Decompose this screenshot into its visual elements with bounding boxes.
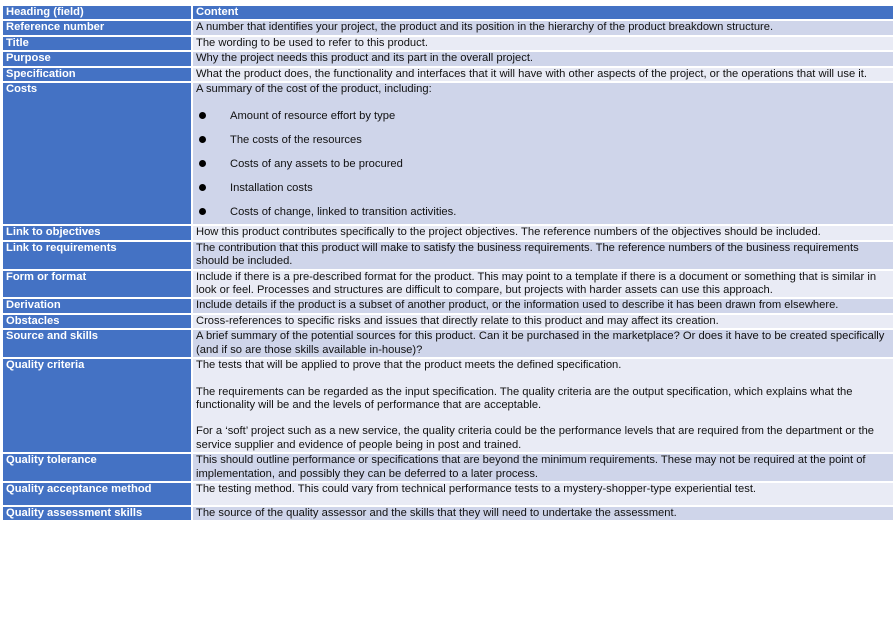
row-field: Purpose: [3, 52, 193, 65]
row-content: The wording to be used to refer to this product.: [193, 37, 893, 50]
table-row: [3, 21, 893, 34]
table-row: [3, 226, 893, 239]
costs-intro: A summary of the cost of the product, including:: [196, 83, 432, 96]
row-field: Obstacles: [3, 315, 193, 328]
table-header-row: [3, 6, 893, 19]
row-field: Title: [3, 37, 193, 50]
bullet-icon: [199, 112, 206, 119]
table-row: [3, 454, 893, 481]
bullet-icon: [199, 184, 206, 191]
row-content: Include if there is a pre-described format for the product. This may point to a template if there is a document or something that is similar in look or feel. Processes and structures are difficult to compare, but projects with harder assets can use this approach.: [193, 271, 893, 298]
list-item: Costs of any assets to be procured: [196, 152, 890, 176]
paragraph: The requirements can be regarded as the input specification. The quality criteria are the output specification, which explains what the functionality will be and the levels of performance that are acceptable.: [196, 385, 853, 411]
list-item: Costs of change, linked to transition activities.: [196, 200, 890, 224]
table-row: [3, 242, 893, 269]
row-field: Costs: [3, 83, 193, 224]
row-content: The contribution that this product will make to satisfy the business requirements. The reference numbers of the business requirements should be included.: [193, 242, 893, 269]
table-row: [3, 299, 893, 312]
row-content: The source of the quality assessor and the skills that they will need to undertake the assessment.: [193, 507, 893, 520]
bullet-icon: [199, 208, 206, 215]
row-field: Quality acceptance method: [3, 483, 193, 505]
table-row: [3, 483, 893, 505]
row-field: Quality assessment skills: [3, 507, 193, 520]
row-field: Specification: [3, 68, 193, 81]
row-content: The testing method. This could vary from technical performance tests to a mystery-shopper-type experiential test.: [193, 483, 893, 505]
header-content: Content: [193, 6, 893, 19]
row-field: Form or format: [3, 271, 193, 298]
row-content: Why the project needs this product and its part in the overall project.: [193, 52, 893, 65]
bullet-icon: [199, 160, 206, 167]
row-content: This should outline performance or specifications that are beyond the minimum requirements. These may not be required at the point of implementation, and possibly they can be deferred to a later process.: [193, 454, 893, 481]
list-item: Installation costs: [196, 176, 890, 200]
row-field: Link to objectives: [3, 226, 193, 239]
row-field: Quality criteria: [3, 359, 193, 452]
row-field: Reference number: [3, 21, 193, 34]
row-content: How this product contributes specifically to the project objectives. The reference numbers of the objectives should be included.: [193, 226, 893, 239]
paragraph: The tests that will be applied to prove that the product meets the defined specification.: [196, 359, 622, 372]
product-description-table: [3, 4, 893, 522]
paragraph: For a ‘soft’ project such as a new service, the quality criteria could be the performance levels that are required from the department or the service supplier and evidence of people being in post and trained.: [196, 425, 875, 451]
row-field: Link to requirements: [3, 242, 193, 269]
row-content: A number that identifies your project, the product and its position in the hierarchy of the product breakdown structure.: [193, 21, 893, 34]
list-item: The costs of the resources: [196, 128, 890, 152]
table-row: [3, 359, 893, 452]
row-content: Include details if the product is a subset of another product, or the information used to describe it has been drawn from elsewhere.: [193, 299, 893, 312]
header-field: Heading (field): [3, 6, 193, 19]
row-content-quality-criteria: [193, 359, 893, 452]
table-row: [3, 68, 893, 81]
table-row: [3, 330, 893, 357]
table-row: [3, 83, 893, 224]
row-content: A brief summary of the potential sources for this product. Can it be purchased in the marketplace? Or does it have to be created specifically (and if so are those skills available in-house)?: [193, 330, 893, 357]
row-field: Derivation: [3, 299, 193, 312]
row-content: Cross-references to specific risks and issues that directly relate to this product and may affect its creation.: [193, 315, 893, 328]
list-item: Amount of resource effort by type: [196, 104, 890, 128]
table-row: [3, 507, 893, 520]
bullet-icon: [199, 136, 206, 143]
row-content: What the product does, the functionality and interfaces that it will have with other aspects of the project, or the operations that will use it.: [193, 68, 893, 81]
costs-bullet-list: [196, 104, 890, 224]
table-row: [3, 315, 893, 328]
table-row: [3, 271, 893, 298]
table-row: [3, 52, 893, 65]
row-content-costs: [193, 83, 893, 224]
row-field: Source and skills: [3, 330, 193, 357]
table-row: [3, 37, 893, 50]
row-field: Quality tolerance: [3, 454, 193, 481]
